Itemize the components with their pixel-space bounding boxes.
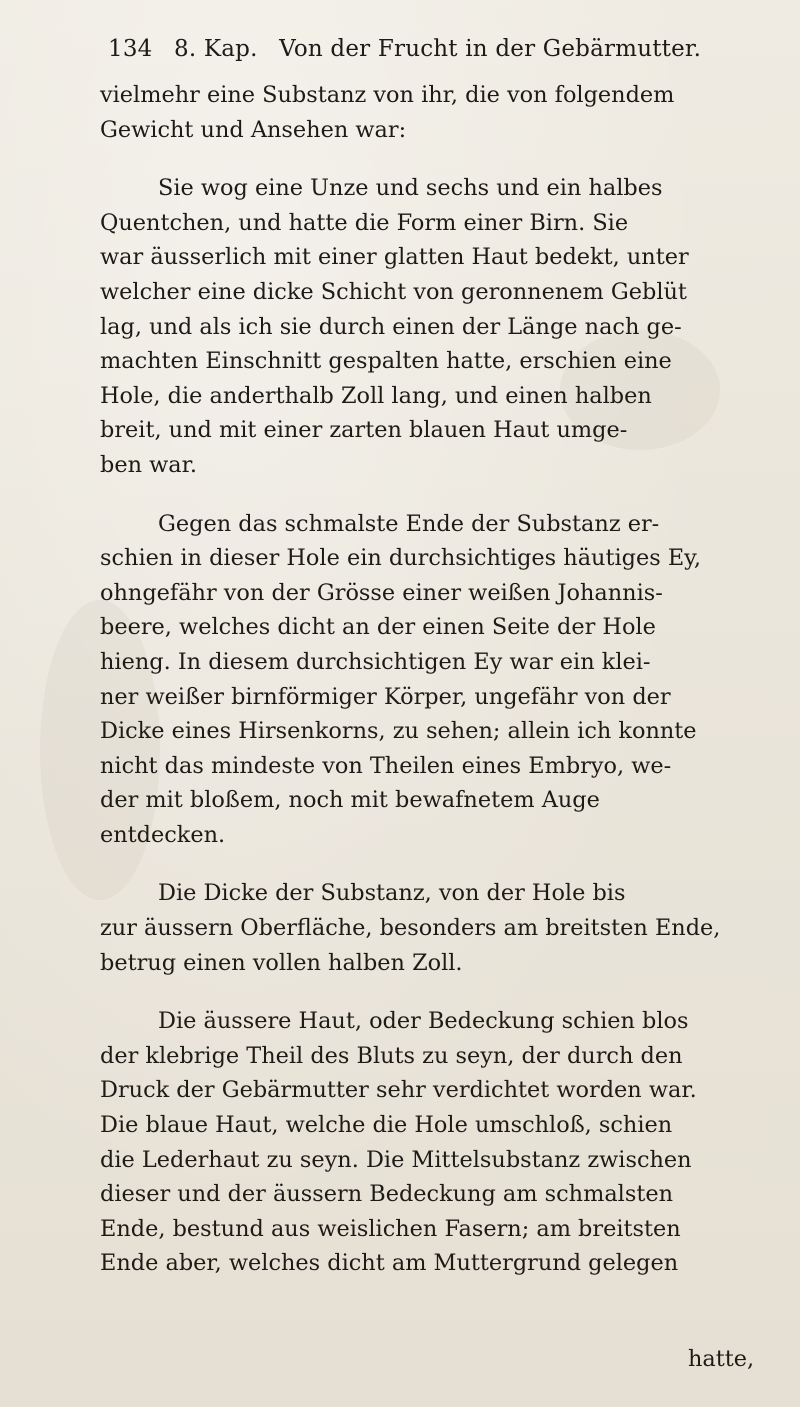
text-line: Quentchen, und hatte die Form einer Birn. Sie bbox=[100, 209, 629, 236]
text-line: Gewicht und Ansehen war: bbox=[100, 116, 407, 143]
paragraph bbox=[100, 1004, 790, 1281]
text-line: lag, und als ich sie durch einen der Länge nach ge- bbox=[100, 313, 682, 340]
running-title: Von der Frucht in der Gebärmutter. bbox=[279, 36, 702, 62]
paragraph bbox=[100, 78, 790, 147]
text-line: Die Dicke der Substanz, von der Hole bis bbox=[158, 880, 626, 907]
text-line: Gegen das schmalste Ende der Substanz er- bbox=[158, 510, 660, 537]
chapter-label: 8. Kap. bbox=[174, 36, 258, 62]
text-line: schien in dieser Hole ein durchsichtiges häutiges Ey, bbox=[100, 545, 701, 572]
text-line: machten Einschnitt gespalten hatte, erschien eine bbox=[100, 348, 672, 375]
text-line: breit, und mit einer zarten blauen Haut umge- bbox=[100, 417, 628, 444]
text-line: der mit bloßem, noch mit bewafnetem Auge bbox=[100, 787, 600, 814]
text-line: betrug einen vollen halben Zoll. bbox=[100, 949, 463, 976]
text-line: Die blaue Haut, welche die Hole umschloß, schien bbox=[100, 1112, 673, 1139]
text-line: welcher eine dicke Schicht von geronnenem Geblüt bbox=[100, 278, 687, 305]
text-line: die Lederhaut zu seyn. Die Mittelsubstanz zwischen bbox=[100, 1146, 692, 1173]
text-line: der klebrige Theil des Bluts zu seyn, der durch den bbox=[100, 1042, 683, 1069]
text-line: ohngefähr von der Grösse einer weißen Johannis- bbox=[100, 579, 663, 606]
text-line: beere, welches dicht an der einen Seite der Hole bbox=[100, 614, 656, 641]
text-line: Ende, bestund aus weislichen Fasern; am breitsten bbox=[100, 1215, 681, 1242]
text-line: nicht das mindeste von Theilen eines Embryo, we- bbox=[100, 752, 672, 779]
text-line: hieng. In diesem durchsichtigen Ey war ein klei- bbox=[100, 648, 651, 675]
paragraph bbox=[100, 507, 790, 853]
text-line: Dicke eines Hirsenkorns, zu sehen; allein ich konnte bbox=[100, 718, 697, 745]
text-line: dieser und der äussern Bedeckung am schmalsten bbox=[100, 1181, 673, 1208]
text-line: Die äussere Haut, oder Bedeckung schien blos bbox=[158, 1008, 689, 1035]
page-number: 134 bbox=[108, 36, 153, 62]
text-line: ben war. bbox=[100, 451, 197, 478]
text-line: vielmehr eine Substanz von ihr, die von folgendem bbox=[100, 82, 675, 108]
text-line: Hole, die anderthalb Zoll lang, und einen halben bbox=[100, 382, 652, 409]
text-line: zur äussern Oberfläche, besonders am breitsten Ende, bbox=[100, 915, 721, 942]
paragraph bbox=[100, 171, 790, 482]
catchword: hatte, bbox=[688, 1346, 755, 1372]
text-line: Sie wog eine Unze und sechs und ein halbes bbox=[158, 175, 663, 202]
text-line: entdecken. bbox=[100, 821, 226, 848]
body-text bbox=[100, 78, 790, 1281]
text-line: Druck der Gebärmutter sehr verdichtet worden war. bbox=[100, 1077, 697, 1104]
text-line: Ende aber, welches dicht am Muttergrund gelegen bbox=[100, 1250, 679, 1277]
text-line: war äusserlich mit einer glatten Haut bedekt, unter bbox=[100, 244, 689, 271]
text-line: ner weißer birnförmiger Körper, ungefähr von der bbox=[100, 683, 671, 710]
paragraph bbox=[100, 876, 790, 980]
running-header bbox=[108, 34, 768, 64]
